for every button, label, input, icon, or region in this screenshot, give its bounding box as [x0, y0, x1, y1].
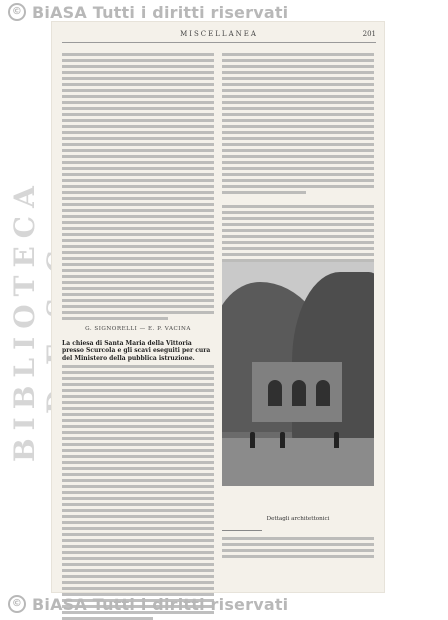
architectural-photo — [222, 262, 374, 486]
watermark-top — [0, 0, 448, 24]
watermark-top-text: BiASA Tutti i diritti riservati — [32, 2, 289, 22]
header-rule — [62, 42, 376, 43]
copyright-icon: © — [8, 595, 26, 613]
side-watermark: BIBLIOTECA — [8, 178, 41, 462]
watermark-bottom-text: BiASA Tutti i diritti riservati — [32, 594, 289, 614]
document-page — [52, 22, 384, 592]
left-column — [62, 50, 214, 620]
running-head — [62, 30, 376, 42]
figure-caption: Dettagli architettonici — [266, 516, 330, 522]
page-number: 201 — [362, 30, 376, 38]
watermark-bottom — [0, 592, 448, 616]
footnote — [222, 534, 374, 558]
left-column-text-block-1 — [62, 53, 214, 320]
running-head-title: MISCELLANEA — [180, 30, 258, 38]
left-column-text-block-2 — [62, 365, 214, 620]
article-signature: G. SIGNORELLI — E. P. VACINA — [85, 326, 191, 332]
right-column — [222, 50, 374, 298]
section-title: La chiesa di Santa Maria della Vittoria presso Scurcola e gli scavi eseguiti per cura del Ministero della pubblica istruzione. — [62, 340, 211, 362]
footnote-rule — [222, 530, 262, 531]
copyright-icon: © — [8, 3, 26, 21]
